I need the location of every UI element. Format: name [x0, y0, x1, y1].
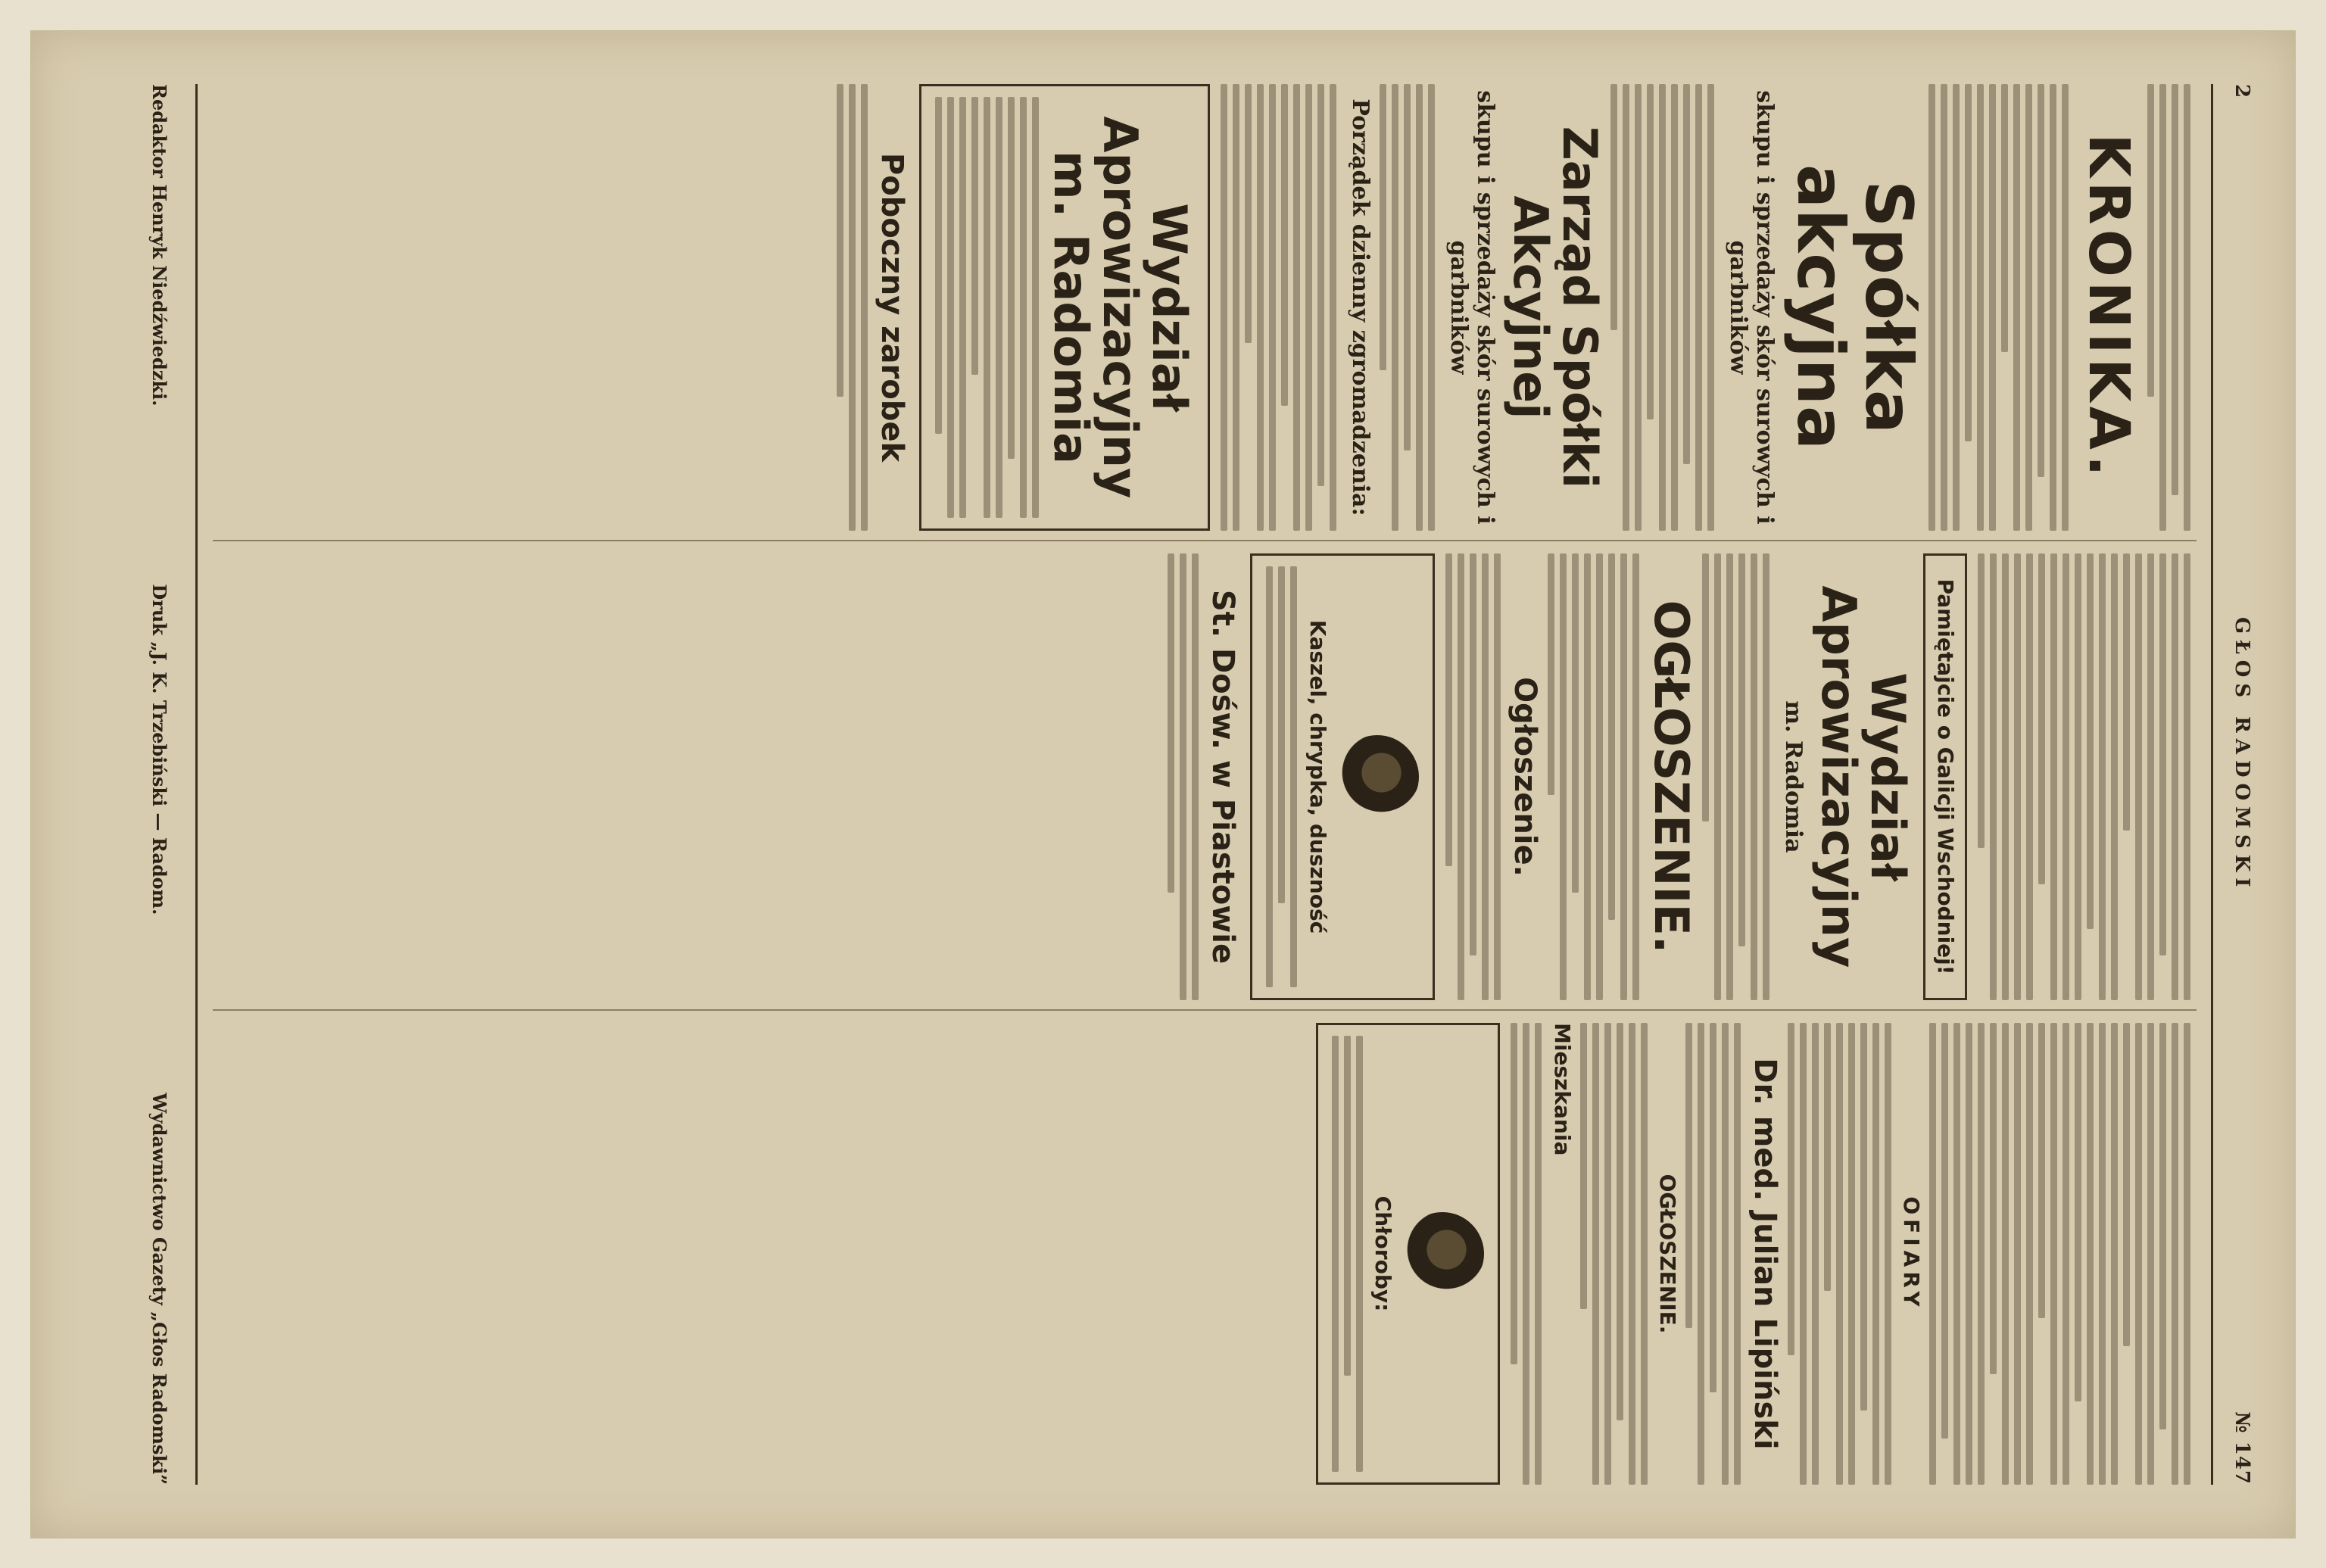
column-divider [213, 540, 2197, 541]
column-right [213, 1023, 2197, 1485]
publisher-credit: Wydawnictwo Gazety „Głos Radomski” [148, 1093, 171, 1485]
footer [137, 84, 182, 1485]
kaszel-heading: Kaszel, chrypka, duszność [1305, 619, 1330, 934]
footer-rule [195, 84, 198, 1485]
st-doswiadczalna-heading: St. Dośw. w Piastowie [1205, 589, 1241, 965]
pamietajcie-banner: Pamiętajcie o Galicji Wschodniej! [1923, 553, 1967, 1000]
spolka-heading: Spółka akcyjna [1782, 164, 1926, 450]
newspaper-title: GŁOS RADOMSKI [2231, 617, 2253, 893]
masthead [2219, 84, 2265, 1485]
chloroby-box [1316, 1023, 1500, 1485]
newspaper-page [31, 31, 2295, 1538]
emblem-icon [1401, 1212, 1484, 1295]
editor-credit: Redaktor Henryk Niedźwiedzki. [148, 84, 171, 407]
column-left [213, 84, 2197, 531]
zarzad-heading: Zarząd Spółki Akcyjnej [1503, 126, 1608, 489]
wydzial-heading: Wydział Aprowizacyjny [1810, 585, 1916, 968]
newspaper-sheet [30, 30, 2296, 1538]
poboczny-heading: Poboczny zarobek [874, 152, 909, 463]
lipinski-heading: Dr. med. Julian Lipiński [1747, 1058, 1782, 1450]
mieszkania-heading: Mieszkania [1549, 1023, 1575, 1156]
rotated-content [31, 31, 2295, 1538]
wydzial-heading: Wydział Aprowizacyjny m. Radomia [1043, 116, 1198, 499]
ogloszenie-heading: OGŁOSZENIE. [1654, 1174, 1680, 1334]
column-divider [213, 1009, 2197, 1011]
kronika-heading: KRONIKA. [2076, 133, 2141, 482]
chloroby-heading: Chłoroby: [1370, 1195, 1396, 1312]
wydzial-box [919, 84, 1210, 531]
column-middle [213, 553, 2197, 1000]
printer-credit: Druk „J. K. Trzebiński — Radom. [148, 584, 171, 915]
pharmacy-emblem-icon [1336, 735, 1419, 818]
spolka-subheading: skupu i sprzedaży skór surowych i garbników [1725, 90, 1779, 525]
ogloszenie-heading: Ogłoszenie. [1507, 677, 1542, 877]
wydzial-subheading: m. Radomia [1779, 700, 1807, 853]
porzadek-heading: Porządek dzienny zgromadzenia: [1347, 98, 1374, 516]
ofiary-heading: OFIARY [1899, 1196, 1924, 1311]
issue-number: № 147 [2231, 1411, 2253, 1485]
ogloszenie-big-heading: OGŁOSZENIE. [1643, 600, 1699, 954]
masthead-rule [2211, 84, 2213, 1485]
page-number: 2 [2231, 84, 2253, 99]
kaszel-box [1250, 553, 1434, 1000]
zarzad-subheading: skupu i sprzedaży skór surowych i garbników [1445, 90, 1499, 525]
